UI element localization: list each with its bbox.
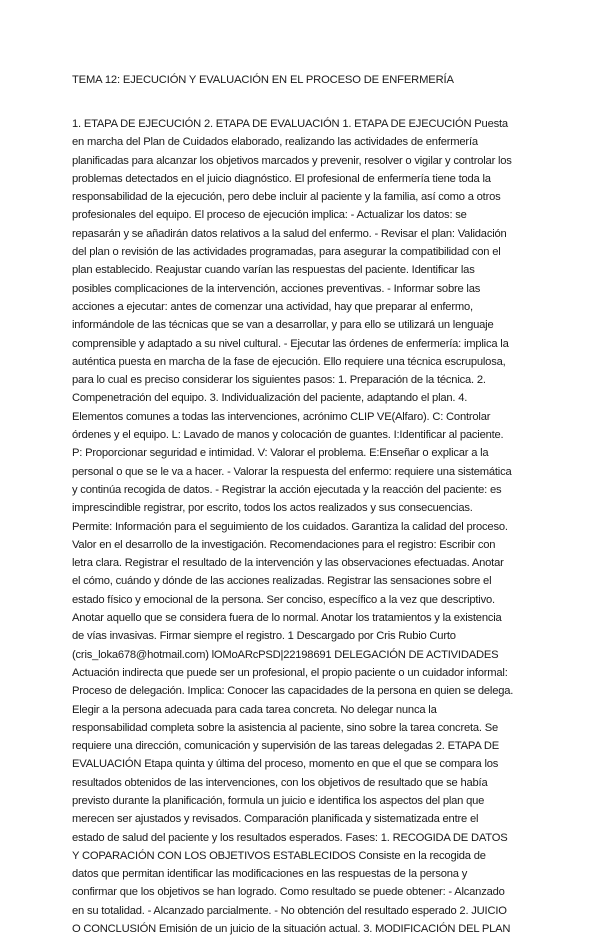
body-text-line: (cris_loka678@hotmail.com) lOMoARcPSD|22198691 DELEGACIÓN DE ACTIVIDADES [72, 648, 499, 661]
body-text-line: plan establecido. Reajustar cuando varían las respuestas del paciente. Identificar las [72, 264, 475, 277]
body-text-line: repasarán y se añadirán datos relativos a la salud del enfermo. - Revisar el plan: Validación [72, 227, 507, 240]
body-text-line: problemas detectados en el juicio diagnóstico. El profesional de enfermería tiene toda la [72, 172, 491, 185]
document-body [72, 115, 534, 938]
body-text-line: imprescindible registrar, por escrito, todos los actos realizados y sus consecuencias. [72, 502, 473, 515]
body-text-line: letra clara. Registrar el resultado de la intervención y las observaciones efectuadas. Anotar [72, 557, 504, 570]
body-text-line: en su totalidad. - Alcanzado parcialmente. - No obtención del resultado esperado 2. JUICIO [72, 904, 507, 917]
body-text-line: personal o que se le va a hacer. - Valorar la respuesta del enfermo: requiere una sistemática [72, 465, 512, 478]
body-text-line: estado de salud del paciente y los resultados esperados. Fases: 1. RECOGIDA DE DATOS [72, 831, 508, 844]
body-text-line: merecen ser ajustados y revisados. Comparación planificada y sistematizada entre el [72, 813, 479, 826]
body-text-line: P: Proporcionar seguridad e intimidad. V: Valorar el problema. E:Enseñar o explicar a la [72, 447, 489, 460]
body-text-line: Permite: Información para el seguimiento de los cuidados. Garantiza la calidad del proceso. [72, 520, 508, 533]
body-text-line: 1. ETAPA DE EJECUCIÓN 2. ETAPA DE EVALUACIÓN 1. ETAPA DE EJECUCIÓN Puesta [72, 118, 508, 130]
body-text-line: informándole de las técnicas que se van a desarrollar, y para ello se utilizará un lenguaje [72, 319, 494, 332]
body-text-line: comprensible y adaptado a su nivel cultural. - Ejecutar las órdenes de enfermería: implica la [72, 337, 509, 350]
body-text-line: Elementos comunes a todas las intervenciones, acrónimo CLIP VE(Alfaro). C: Controlar [72, 410, 491, 423]
body-text-line: para lo cual es preciso considerar los siguientes pasos: 1. Preparación de la técnica. 2. [72, 374, 486, 387]
document-title: TEMA 12: EJECUCIÓN Y EVALUACIÓN EN EL PROCESO DE ENFERMERÍA [72, 74, 454, 86]
body-text-line: EVALUACIÓN Etapa quinta y última del proceso, momento en que el que se compara los [72, 758, 499, 771]
body-text-line: resultados obtenidos de las intervenciones, con los objetivos de resultado que se había [72, 776, 488, 789]
body-text-line: confirmar que los objetivos se han logrado. Como resultado se puede obtener: - Alcanzado [72, 886, 505, 899]
body-text-line: datos que permitan identificar las modificaciones en las respuestas de la persona y [72, 868, 468, 881]
body-text-line: O CONCLUSIÓN Emisión de un juicio de la situación actual. 3. MODIFICACIÓN DEL PLAN [72, 923, 511, 936]
body-text-line: responsabilidad de la ejecución, pero debe incluir al paciente y la familia, así como a otros [72, 191, 501, 204]
body-text-line: requiere una dirección, comunicación y supervisión de las tareas delegadas 2. ETAPA DE [72, 740, 500, 753]
body-text-line: posibles complicaciones de la intervención, acciones preventivas. - Informar sobre las [72, 282, 481, 295]
body-text-line: responsabilidad completa sobre la asistencia al paciente, sino sobre la tarea concreta. Se [72, 721, 499, 734]
body-text-line: Actuación indirecta que puede ser un profesional, el propio paciente o un cuidador informal: [72, 666, 508, 679]
body-text-line: Valor en el desarrollo de la investigación. Recomendaciones para el registro: Escribir con [72, 538, 496, 551]
body-text-line: Compenetración del equipo. 3. Individualización del paciente, adaptando el plan. 4. [72, 392, 468, 405]
body-text-line: acciones a ejecutar: antes de comenzar una actividad, hay que preparar al enfermo, [72, 300, 473, 313]
body-text-line: auténtica puesta en marcha de la fase de ejecución. Ello requiere una técnica escrupulosa, [72, 355, 506, 368]
body-text-line: Proceso de delegación. Implica: Conocer las capacidades de la persona en quien se delega. [72, 685, 514, 698]
body-text-line: planificadas para alcanzar los objetivos marcados y prevenir, resolver o vigilar y controlar los [72, 154, 512, 167]
body-text-line: órdenes y el equipo. L: Lavado de manos y colocación de guantes. I:Identificar al paciente. [72, 429, 504, 442]
body-text-line: en marcha del Plan de Cuidados elaborado, realizando las actividades de enfermería [72, 136, 478, 149]
body-text-line: previsto durante la planificación, formula un juicio e identifica los aspectos del plan que [72, 794, 485, 807]
body-text-line: estado físico y emocional de la persona. Ser conciso, específico a la vez que descriptivo. [72, 593, 495, 606]
body-text-line: profesionales del equipo. El proceso de ejecución implica: - Actualizar los datos: se [72, 209, 467, 222]
body-text-line: de vías invasivas. Firmar siempre el registro. 1 Descargado por Cris Rubio Curto [72, 630, 456, 643]
body-text-line: Y COPARACIÓN CON LOS OBJETIVOS ESTABLECIDOS Consiste en la recogida de [72, 849, 486, 862]
body-text-line: el cómo, cuándo y dónde de las acciones realizadas. Registrar las sensaciones sobre el [72, 575, 492, 588]
body-text-line: y continúa recogida de datos. - Registrar la acción ejecutada y la reacción del paciente: es [72, 483, 502, 496]
body-text-line: del plan o revisión de las actividades programadas, para asegurar la compatibilidad con el [72, 246, 501, 259]
body-text-line: Anotar aquello que se considera fuera de lo normal. Anotar los tratamientos y la existencia [72, 612, 502, 625]
body-text-line: Elegir a la persona adecuada para cada tarea concreta. No delegar nunca la [72, 703, 437, 716]
